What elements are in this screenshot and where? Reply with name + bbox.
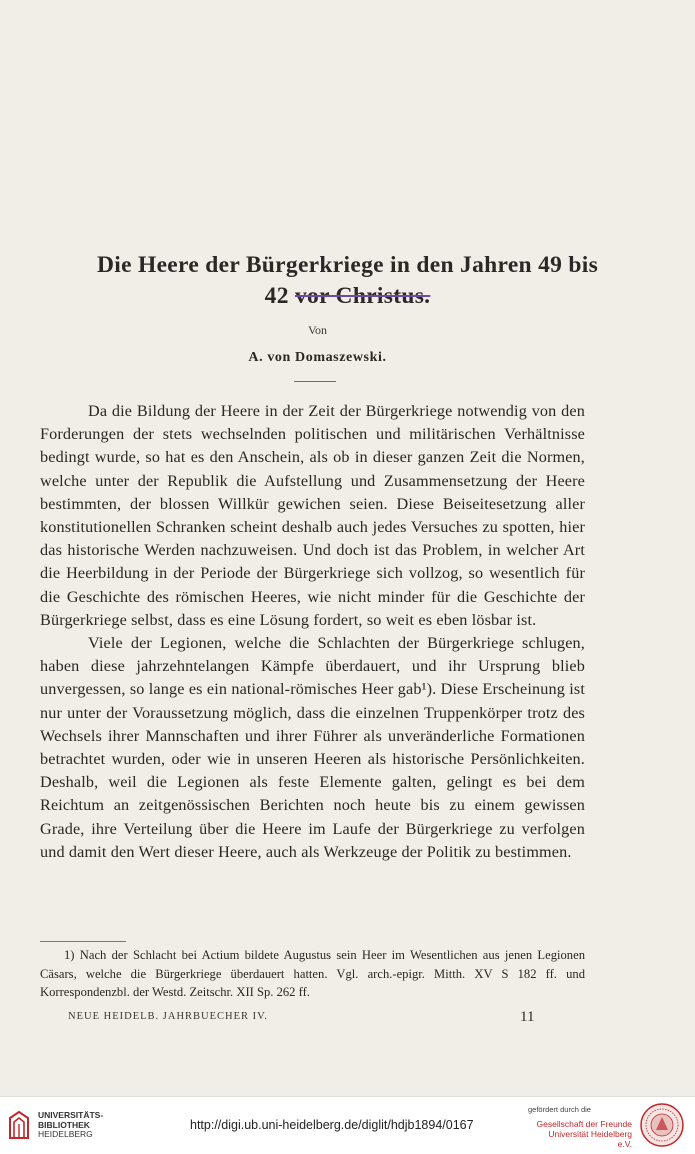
library-name: UNIVERSITÄTS- BIBLIOTHEK HEIDELBERG — [38, 1110, 104, 1139]
byline-von: Von — [307, 323, 328, 337]
running-footer-journal: NEUE HEIDELB. JAHRBUECHER IV. — [68, 1011, 269, 1022]
author-name: A. von Domaszewski. — [248, 350, 387, 365]
title-line-2-prefix: 42 — [264, 283, 289, 309]
body-text — [40, 400, 585, 864]
paragraph-2: Viele der Legionen, welche die Schlachten der Bürgerkriege schlugen, haben diese jahrzehntelangen Kämpfe überdauert, und ihr Ursprung blieb unvergessen, so lange es ein national-römisches Heer gab¹). Diese Erscheinung ist nur unter der Voraussetzung möglich, dass die einzelnen Truppenkörper trotz des Wechsels ihrer Mannschaften und ihrer Führer als unveränderliche Formationen betrachtet wurden, oder wie in unseren Heeren als historische Persönlichkeiten. Deshalb, weil die Legionen als feste Elemente galten, gelingt es bei dem Reichtum an zeitgenössischen Berichten noch heute bis zu einem gewissen Grade, ihre Verteilung über die Heere im Laufe der Bürgerkriege zu verfolgen und damit den Wert dieser Heere, auch als Werkzeuge der Politik zu bestimmen. — [40, 634, 585, 861]
footnote-divider — [40, 941, 126, 942]
article-title — [30, 250, 665, 312]
funded-by-label: gefördert durch die — [528, 1105, 591, 1114]
footnote-1: 1) Nach der Schlacht bei Actium bildete Augustus sein Heer im Wesentlichen aus jenen Legionen Cäsars, welche die Bürgerkriege überdauert hatten. Vgl. arch.-epigr. Mitth. XV S 182 ff. und Korrespondenzbl. der Westd. Zeitschr. XII Sp. 262 ff. — [40, 948, 585, 999]
permalink-url[interactable]: http://digi.ub.uni-heidelberg.de/diglit/hdjb1894/0167 — [190, 1118, 474, 1132]
title-divider — [294, 381, 336, 382]
sponsor-name: Gesellschaft der Freunde Universität Heidelberg e.V. — [536, 1119, 632, 1149]
university-seal-icon — [640, 1103, 684, 1147]
title-line-2 — [30, 281, 665, 312]
paragraph-1: Da die Bildung der Heere in der Zeit der Bürgerkriege notwendig von den Forderungen der stets wechselnden politischen und militärischen Verhältnisse bedingt wurde, so hat es den Anschein, als ob in dieser ganzen Zeit die Normen, welche unter der Republik die Aufstellung und Zusammensetzung der Heere bestimmten, der blossen Willkür gewichen seien. Diese Beiseitesetzung aller konstitutionellen Schranken scheint deshalb auch jedes Versuches zu spotten, hier das historische Werden nachzuweisen. Und doch ist das Problem, in welcher Art die Heerbildung in der Periode der Bürgerkriege sich vollzog, so wesentlich für die Geschichte des römischen Heeres, wie nicht minder für die Geschichte der Bürgerkriege selbst, dass es eine Lösung fordert, so weit es eben lösbar ist. — [40, 402, 585, 629]
footnote — [40, 946, 585, 1002]
title-line-1: Die Heere der Bürgerkriege in den Jahren 49 bis — [96, 252, 599, 278]
ub-heidelberg-logo-icon — [8, 1110, 30, 1140]
title-struck-text: vor Christus. — [294, 283, 431, 309]
page-number: 11 — [520, 1009, 535, 1025]
